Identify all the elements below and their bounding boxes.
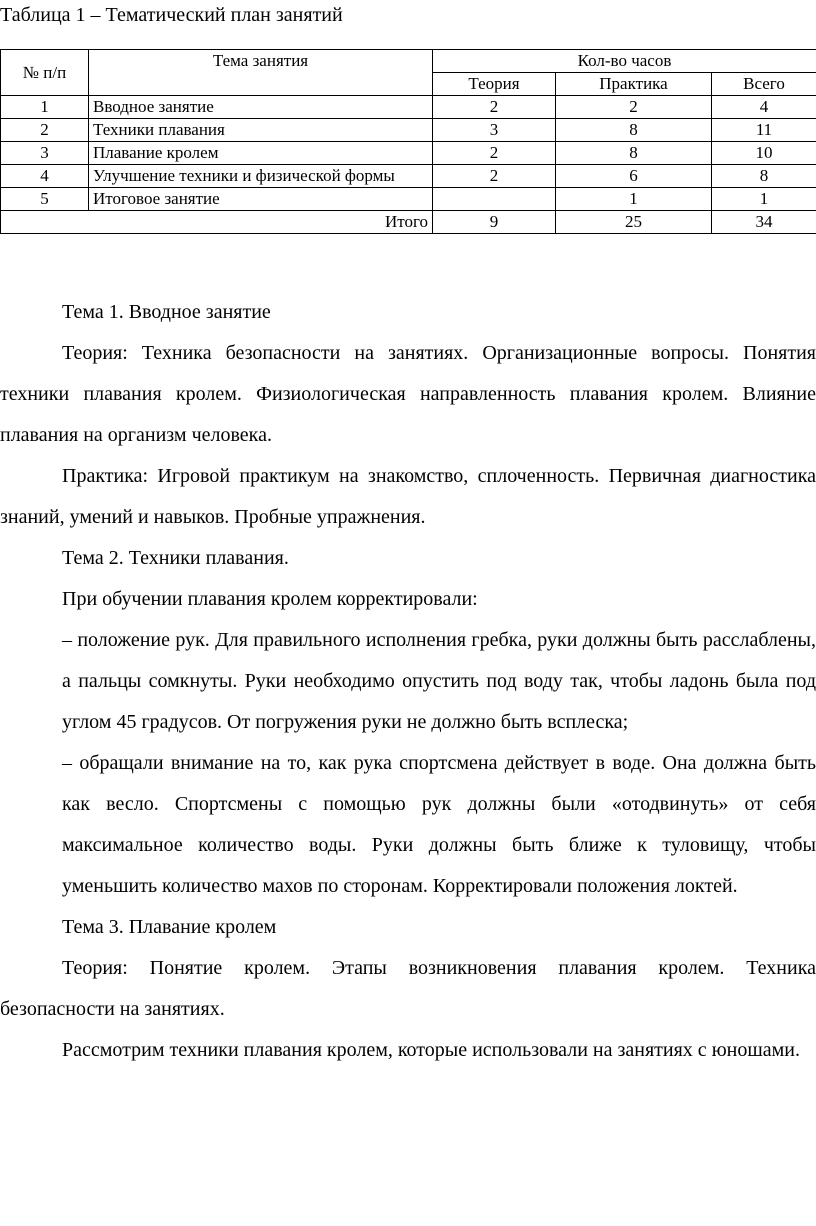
table-row (1, 96, 816, 119)
topic-3-consider-paragraph: Рассмотрим техники плавания кролем, которые использовали на занятиях с юношами. (62, 1039, 800, 1061)
row-theory: 2 (433, 96, 556, 119)
row-num: 4 (1, 165, 89, 188)
header-hours: Кол-во часов (433, 50, 816, 73)
topic-2-list-item: – положение рук. Для правильного исполнения гребка, руки должны быть расслаблены, а пальцы сомкнуты. Руки необходимо опустить под воду так, чтобы ладонь была под углом 45 градусов. От погружения руки не должно быть всплеска; (62, 629, 816, 733)
row-total: 10 (712, 142, 816, 165)
summary-label: Итого (1, 211, 433, 234)
table-row (1, 165, 816, 188)
row-num: 1 (1, 96, 89, 119)
row-topic: Вводное занятие (89, 96, 433, 119)
header-topic: Тема занятия (89, 50, 433, 96)
row-practice: 6 (556, 165, 712, 188)
row-num: 3 (1, 142, 89, 165)
table-summary-row (1, 211, 816, 234)
summary-total: 34 (712, 211, 816, 234)
row-theory: 2 (433, 142, 556, 165)
row-topic: Улучшение техники и физической формы (89, 165, 433, 188)
row-practice: 8 (556, 119, 712, 142)
topic-3-heading: Тема 3. Плавание кролем (62, 916, 277, 938)
row-practice: 2 (556, 96, 712, 119)
lesson-plan-table (0, 49, 816, 234)
row-total: 11 (712, 119, 816, 142)
table-row (1, 119, 816, 142)
summary-theory: 9 (433, 211, 556, 234)
topic-1-heading: Тема 1. Вводное занятие (62, 301, 271, 323)
table-row (1, 188, 816, 211)
topic-1-theory-paragraph: Теория: Техника безопасности на занятиях. Организационные вопросы. Понятия техники плавания кролем. Физиологическая направленность плавания кролем. Влияние плавания на организм человека. (0, 342, 816, 446)
header-theory: Теория (433, 73, 556, 96)
row-practice: 8 (556, 142, 712, 165)
table-row (1, 142, 816, 165)
body-text (0, 292, 816, 1071)
row-total: 1 (712, 188, 816, 211)
row-theory: 2 (433, 165, 556, 188)
row-theory (433, 188, 556, 211)
header-total: Всего (712, 73, 816, 96)
topic-2-heading: Тема 2. Техники плавания. (62, 547, 289, 569)
table-caption: Таблица 1 – Тематический план занятий (0, 4, 343, 26)
row-theory: 3 (433, 119, 556, 142)
header-num: № п/п (1, 50, 89, 96)
summary-practice: 25 (556, 211, 712, 234)
topic-1-practice-paragraph: Практика: Игровой практикум на знакомство, сплоченность. Первичная диагностика знаний, умений и навыков. Пробные упражнения. (0, 465, 816, 528)
table-header-row (1, 50, 816, 73)
row-total: 8 (712, 165, 816, 188)
header-practice: Практика (556, 73, 712, 96)
row-practice: 1 (556, 188, 712, 211)
row-num: 5 (1, 188, 89, 211)
topic-2-intro: При обучении плавания кролем корректировали: (62, 588, 478, 610)
row-topic: Техники плавания (89, 119, 433, 142)
row-topic: Плавание кролем (89, 142, 433, 165)
row-num: 2 (1, 119, 89, 142)
row-total: 4 (712, 96, 816, 119)
topic-2-list-item: – обращали внимание на то, как рука спортсмена действует в воде. Она должна быть как весло. Спортсмены с помощью рук должны были «отодвинуть» от себя максимальное количество воды. Руки должны быть ближе к туловищу, чтобы уменьшить количество махов по сторонам. Корректировали положения локтей. (62, 752, 816, 897)
row-topic: Итоговое занятие (89, 188, 433, 211)
topic-3-theory-paragraph: Теория: Понятие кролем. Этапы возникновения плавания кролем. Техника безопасности на занятиях. (0, 957, 816, 1020)
